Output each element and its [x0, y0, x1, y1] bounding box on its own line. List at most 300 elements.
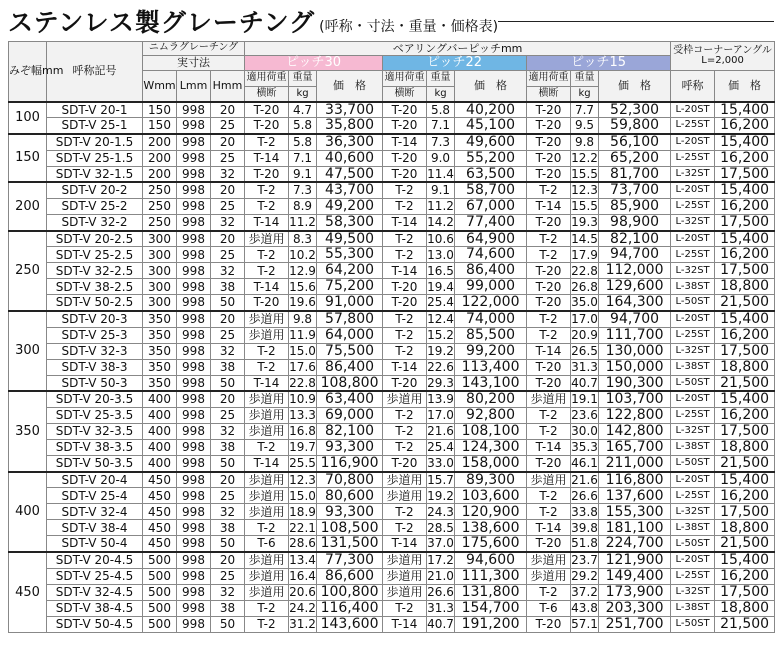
price-p15: 59,800	[599, 118, 671, 134]
load-p22: T-20	[383, 150, 427, 166]
product-code: SDT-V 32-4	[47, 504, 143, 520]
weight-p15: 20.9	[571, 327, 598, 342]
angle-price: 15,400	[715, 472, 775, 488]
angle-price: 18,800	[715, 359, 775, 375]
dim-l: 998	[177, 375, 211, 391]
weight-p22: 21.6	[427, 424, 454, 439]
load-p22: T-2	[383, 408, 427, 424]
angle-price: 15,400	[715, 391, 775, 407]
angle-code: L-32ST	[671, 343, 715, 359]
weight-p22: 14.2	[427, 214, 454, 229]
angle-code: L-32ST	[671, 504, 715, 520]
header-load-22: 適用荷重	[383, 71, 427, 87]
dim-l: 998	[177, 520, 211, 536]
angle-code: L-20ST	[671, 472, 715, 488]
angle-code: L-25ST	[671, 327, 715, 343]
dim-h: 50	[211, 295, 245, 311]
product-code: SDT-V 38-4.5	[47, 600, 143, 616]
load-p22: T-20	[383, 279, 427, 295]
weight-p15: 23.7	[571, 553, 598, 568]
weight-p22: 37.0	[427, 536, 454, 551]
price-p15: 103,700	[599, 391, 671, 407]
price-p22: 154,700	[455, 600, 527, 616]
header-weight2-15: kg	[571, 87, 599, 102]
weight-p22: 10.6	[427, 231, 454, 246]
weight-p15: 12.2	[571, 150, 598, 165]
price-p30: 100,800	[317, 584, 383, 600]
load-p22: T-2	[383, 343, 427, 359]
angle-price: 16,200	[715, 327, 775, 343]
load-p22: T-14	[383, 134, 427, 150]
product-code: SDT-V 50-4	[47, 536, 143, 552]
weight-p15: 7.7	[571, 102, 599, 118]
table-row	[9, 375, 775, 391]
load-p22: 歩道用	[383, 552, 427, 568]
price-p22: 175,600	[455, 536, 527, 552]
header-pitch22: ピッチ22	[383, 56, 527, 71]
dim-h: 50	[211, 375, 245, 391]
angle-code: L-38ST	[671, 600, 715, 616]
weight-p30: 15.0	[289, 488, 316, 503]
price-p15: 130,000	[599, 343, 671, 359]
header-dims: 実寸法	[143, 56, 245, 71]
angle-code: L-20ST	[671, 231, 715, 247]
product-code: SDT-V 20-1.5	[47, 134, 143, 150]
price-p22: 122,000	[455, 295, 527, 311]
angle-code: L-25ST	[671, 150, 715, 166]
load-p30: T-14	[245, 456, 289, 472]
weight-p30: 8.9	[289, 198, 317, 214]
load-p22: T-2	[383, 424, 427, 440]
price-p30: 49,200	[317, 198, 383, 214]
price-p30: 64,200	[317, 263, 383, 279]
header-grating-group: ニムラグレーチング	[143, 42, 245, 56]
weight-p22: 22.6	[427, 359, 454, 374]
dim-w: 300	[143, 295, 177, 311]
price-p22: 89,300	[455, 472, 527, 488]
load-p30: 歩道用	[245, 552, 289, 568]
dim-h: 25	[211, 408, 245, 424]
dim-h: 20	[211, 102, 245, 118]
price-p22: 158,000	[455, 456, 527, 472]
angle-code: L-25ST	[671, 568, 715, 584]
product-code: SDT-V 32-4.5	[47, 584, 143, 600]
price-p30: 108,800	[317, 375, 383, 391]
dim-l: 998	[177, 134, 211, 150]
table-row	[9, 391, 775, 407]
load-p22: T-14	[383, 359, 427, 375]
load-p30: T-20	[245, 102, 289, 118]
table-header	[9, 42, 775, 102]
weight-p30: 7.1	[289, 150, 317, 166]
load-p30: T-14	[245, 214, 289, 230]
header-weight2-22: kg	[427, 87, 455, 102]
page-title	[8, 3, 498, 39]
angle-price: 16,200	[715, 247, 775, 263]
price-p30: 93,300	[317, 504, 383, 520]
product-code: SDT-V 38-3	[47, 359, 143, 375]
dim-l: 998	[177, 231, 211, 247]
table-row	[9, 343, 775, 359]
dim-w: 400	[143, 408, 177, 424]
load-p22: T-20	[383, 166, 427, 182]
dim-w: 350	[143, 375, 177, 391]
load-p30: 歩道用	[245, 391, 289, 407]
table-row	[9, 456, 775, 472]
angle-price: 15,400	[715, 102, 775, 118]
angle-code: L-25ST	[671, 118, 715, 134]
price-p15: 149,400	[599, 568, 671, 584]
weight-p22: 9.0	[427, 150, 455, 166]
table-row	[9, 552, 775, 568]
load-p30: 歩道用	[245, 504, 289, 520]
weight-p15: 26.6	[571, 488, 598, 503]
dim-w: 300	[143, 263, 177, 279]
price-p15: 81,700	[599, 166, 671, 182]
price-p30: 116,900	[317, 456, 383, 472]
dim-l: 998	[177, 327, 211, 343]
load-p30: T-14	[245, 150, 289, 166]
load-p22: T-2	[383, 520, 427, 536]
load-p15: T-14	[527, 440, 571, 456]
load-p15: T-20	[527, 295, 571, 311]
price-p15: 112,000	[599, 263, 671, 279]
load-p22: 歩道用	[383, 391, 427, 407]
angle-code: L-38ST	[671, 359, 715, 375]
angle-price: 17,500	[715, 424, 775, 440]
weight-p22: 9.1	[427, 182, 455, 198]
price-p22: 138,600	[455, 520, 527, 536]
product-code: SDT-V 38-3.5	[47, 440, 143, 456]
weight-p22: 15.2	[427, 327, 454, 342]
angle-price: 21,500	[715, 375, 775, 391]
load-p30: T-14	[245, 279, 289, 295]
weight-p22: 17.0	[427, 408, 454, 423]
price-p30: 75,500	[317, 343, 383, 359]
angle-code: L-38ST	[671, 520, 715, 536]
dim-l: 998	[177, 166, 211, 182]
load-p30: T-2	[245, 343, 289, 359]
dim-w: 400	[143, 424, 177, 440]
angle-price: 18,800	[715, 440, 775, 456]
price-p15: 181,100	[599, 520, 671, 536]
load-p15: T-20	[527, 616, 571, 632]
weight-p30: 9.8	[289, 311, 317, 327]
dim-h: 25	[211, 118, 245, 134]
header-weight-15: 重量	[571, 71, 599, 87]
angle-code: L-32ST	[671, 263, 715, 279]
dim-l: 998	[177, 214, 211, 230]
price-p15: 94,700	[599, 311, 671, 327]
price-p22: 74,000	[455, 311, 527, 327]
load-p30: T-6	[245, 536, 289, 552]
dim-w: 200	[143, 150, 177, 166]
dim-l: 998	[177, 343, 211, 359]
angle-code: L-20ST	[671, 311, 715, 327]
weight-p22: 15.7	[427, 472, 454, 487]
dim-w: 200	[143, 134, 177, 150]
weight-p15: 12.3	[571, 183, 598, 198]
table-row	[9, 327, 775, 343]
table-row	[9, 440, 775, 456]
row-group-width: 100	[9, 102, 47, 134]
load-p30: 歩道用	[245, 311, 289, 327]
row-group-width: 200	[9, 182, 47, 230]
dim-w: 450	[143, 488, 177, 504]
weight-p15: 21.6	[571, 472, 598, 487]
price-p22: 55,200	[455, 150, 527, 166]
angle-price: 16,200	[715, 118, 775, 134]
price-p22: 143,100	[455, 375, 527, 391]
angle-price: 18,800	[715, 600, 775, 616]
price-p30: 116,400	[317, 600, 383, 616]
header-load2-30: 横断	[245, 87, 289, 102]
price-p15: 190,300	[599, 375, 671, 391]
weight-p30: 25.5	[289, 456, 316, 471]
weight-p30: 12.3	[289, 472, 316, 487]
product-code: SDT-V 20-1	[47, 102, 143, 118]
load-p22: T-14	[383, 616, 427, 632]
dim-h: 20	[211, 182, 245, 198]
weight-p30: 19.6	[289, 295, 316, 310]
load-p15: T-20	[527, 102, 571, 118]
angle-price: 15,400	[715, 182, 775, 198]
weight-p30: 13.3	[289, 408, 316, 423]
dim-h: 38	[211, 600, 245, 616]
dim-h: 25	[211, 198, 245, 214]
table-row	[9, 584, 775, 600]
load-p30: T-14	[245, 375, 289, 391]
price-p30: 49,500	[317, 231, 383, 247]
price-p22: 124,300	[455, 440, 527, 456]
weight-p22: 12.4	[427, 312, 454, 327]
load-p22: T-2	[383, 504, 427, 520]
price-p30: 80,600	[317, 488, 383, 504]
dim-h: 25	[211, 568, 245, 584]
price-p15: 203,300	[599, 600, 671, 616]
weight-p15: 51.8	[571, 536, 598, 551]
price-p15: 142,800	[599, 424, 671, 440]
angle-code: L-20ST	[671, 182, 715, 198]
dim-h: 20	[211, 472, 245, 488]
angle-code: L-50ST	[671, 375, 715, 391]
price-p22: 80,200	[455, 391, 527, 407]
title-sub: (呼称・寸法・重量・価格表)	[319, 19, 499, 35]
weight-p22: 25.4	[427, 295, 454, 310]
load-p15: T-20	[527, 456, 571, 472]
angle-code: L-50ST	[671, 536, 715, 552]
load-p15: T-2	[527, 182, 571, 198]
dim-w: 450	[143, 504, 177, 520]
dim-h: 25	[211, 150, 245, 166]
price-p30: 57,800	[317, 311, 383, 327]
header-weight2-30: kg	[289, 87, 317, 102]
weight-p22: 7.3	[427, 134, 455, 150]
price-p30: 47,500	[317, 166, 383, 182]
load-p15: T-2	[527, 424, 571, 440]
price-p22: 108,100	[455, 424, 527, 440]
table-row	[9, 150, 775, 166]
dim-w: 300	[143, 231, 177, 247]
weight-p15: 30.0	[571, 424, 598, 439]
table-row	[9, 616, 775, 632]
weight-p22: 19.2	[427, 488, 454, 503]
load-p22: T-14	[383, 214, 427, 230]
header-width: みぞ幅mm	[9, 42, 47, 102]
dim-h: 20	[211, 552, 245, 568]
angle-price: 16,200	[715, 408, 775, 424]
dim-w: 500	[143, 600, 177, 616]
row-group-width: 300	[9, 311, 47, 391]
price-p30: 86,600	[317, 568, 383, 584]
price-p15: 155,300	[599, 504, 671, 520]
product-code: SDT-V 20-4.5	[47, 552, 143, 568]
load-p15: T-20	[527, 134, 571, 150]
weight-p22: 13.0	[427, 247, 454, 262]
product-code: SDT-V 20-2	[47, 182, 143, 198]
dim-w: 150	[143, 102, 177, 118]
price-p15: 224,700	[599, 536, 671, 552]
load-p15: T-14	[527, 520, 571, 536]
weight-p15: 22.8	[571, 263, 598, 278]
price-p15: 137,600	[599, 488, 671, 504]
price-p30: 143,600	[317, 616, 383, 632]
weight-p15: 26.8	[571, 279, 598, 294]
product-code: SDT-V 32-2	[47, 214, 143, 230]
weight-p15: 19.3	[571, 214, 598, 229]
weight-p30: 5.8	[289, 134, 317, 150]
product-code: SDT-V 32-1.5	[47, 166, 143, 182]
weight-p15: 23.6	[571, 408, 598, 423]
weight-p30: 9.1	[289, 166, 317, 182]
weight-p15: 29.2	[571, 569, 598, 584]
load-p15: T-2	[527, 584, 571, 600]
load-p30: 歩道用	[245, 408, 289, 424]
dim-l: 998	[177, 504, 211, 520]
header-load2-22: 横断	[383, 87, 427, 102]
price-p15: 251,700	[599, 616, 671, 632]
table-body	[9, 102, 775, 633]
load-p22: T-2	[383, 600, 427, 616]
load-p22: T-2	[383, 327, 427, 343]
dim-l: 998	[177, 552, 211, 568]
dim-h: 32	[211, 166, 245, 182]
weight-p22: 11.2	[427, 199, 454, 214]
price-p30: 70,800	[317, 472, 383, 488]
product-code: SDT-V 25-4	[47, 488, 143, 504]
load-p22: T-14	[383, 263, 427, 279]
header-load-15: 適用荷重	[527, 71, 571, 87]
angle-code: L-32ST	[671, 166, 715, 182]
header-code: 呼称記号	[47, 42, 143, 102]
product-code: SDT-V 32-3	[47, 343, 143, 359]
price-p22: 40,200	[455, 102, 527, 118]
dim-l: 998	[177, 182, 211, 198]
weight-p15: 14.5	[571, 231, 598, 246]
dim-w: 400	[143, 391, 177, 407]
load-p22: T-2	[383, 198, 427, 214]
dim-l: 998	[177, 584, 211, 600]
header-weight-30: 重量	[289, 71, 317, 87]
dim-l: 998	[177, 408, 211, 424]
angle-code: L-25ST	[671, 247, 715, 263]
dim-l: 998	[177, 488, 211, 504]
price-p15: 82,100	[599, 231, 671, 247]
table-row	[9, 600, 775, 616]
price-p30: 63,400	[317, 391, 383, 407]
dim-w: 350	[143, 327, 177, 343]
weight-p15: 26.5	[571, 343, 598, 358]
product-code: SDT-V 20-3	[47, 311, 143, 327]
product-code: SDT-V 50-3.5	[47, 456, 143, 472]
dim-w: 450	[143, 536, 177, 552]
angle-price: 17,500	[715, 214, 775, 230]
dim-h: 50	[211, 456, 245, 472]
weight-p22: 11.4	[427, 166, 454, 181]
table-row	[9, 118, 775, 134]
dim-w: 300	[143, 247, 177, 263]
price-p30: 77,300	[317, 552, 383, 568]
load-p15: T-2	[527, 311, 571, 327]
dim-w: 150	[143, 118, 177, 134]
dim-w: 400	[143, 440, 177, 456]
product-code: SDT-V 25-1.5	[47, 150, 143, 166]
weight-p30: 10.2	[289, 247, 316, 262]
load-p30: 歩道用	[245, 327, 289, 343]
table-row	[9, 102, 775, 118]
load-p15: T-20	[527, 263, 571, 279]
load-p15: 歩道用	[527, 472, 571, 488]
weight-p22: 16.5	[427, 263, 454, 278]
price-p30: 69,000	[317, 408, 383, 424]
angle-code: L-50ST	[671, 295, 715, 311]
angle-price: 16,200	[715, 488, 775, 504]
dim-w: 350	[143, 343, 177, 359]
product-code: SDT-V 50-2.5	[47, 295, 143, 311]
angle-code: L-20ST	[671, 391, 715, 407]
load-p30: T-2	[245, 263, 289, 279]
angle-code: L-25ST	[671, 198, 715, 214]
weight-p15: 15.5	[571, 166, 598, 181]
load-p22: T-2	[383, 440, 427, 456]
table-row	[9, 568, 775, 584]
product-code: SDT-V 25-3	[47, 327, 143, 343]
weight-p15: 31.3	[571, 359, 598, 374]
dim-l: 998	[177, 118, 211, 134]
load-p15: T-2	[527, 488, 571, 504]
weight-p30: 8.3	[289, 231, 317, 247]
dim-l: 998	[177, 424, 211, 440]
weight-p22: 26.6	[427, 585, 454, 600]
product-code: SDT-V 32-3.5	[47, 424, 143, 440]
angle-price: 15,400	[715, 231, 775, 247]
price-p15: 116,800	[599, 472, 671, 488]
weight-p15: 17.9	[571, 247, 598, 262]
weight-p30: 16.4	[289, 569, 316, 584]
angle-code: L-32ST	[671, 214, 715, 230]
load-p30: T-20	[245, 166, 289, 182]
price-p30: 86,400	[317, 359, 383, 375]
product-code: SDT-V 25-2.5	[47, 247, 143, 263]
weight-p30: 11.2	[289, 214, 316, 229]
load-p15: T-20	[527, 359, 571, 375]
product-code: SDT-V 20-2.5	[47, 231, 143, 247]
price-p15: 165,700	[599, 440, 671, 456]
weight-p30: 10.9	[289, 392, 316, 407]
angle-price: 21,500	[715, 536, 775, 552]
weight-p22: 19.4	[427, 279, 454, 294]
dim-h: 50	[211, 616, 245, 632]
